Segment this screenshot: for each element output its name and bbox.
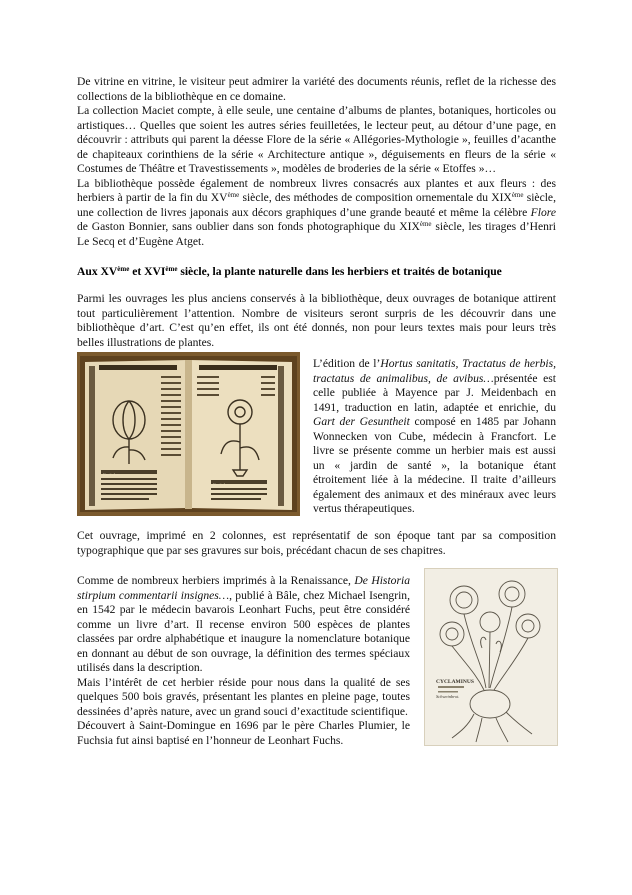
book-left-header: Cannus: [103, 371, 121, 377]
typography-paragraph: Cet ouvrage, imprimé en 2 colonnes, est représentatif de son époque tant par sa composition typographique que par ses gravures sur bois, précédant chacun de ses chapitres.: [77, 529, 556, 557]
section-intro-paragraph: Parmi les ouvrages les plus anciens conservés à la bibliothèque, deux ouvrages de botanique attirent tout particulièrement l’attention. Nombre de visiteurs seront surpris de les découvrir dans une bibliothèque d’art. C’est qu’en effet, ils ont été donnés, non pour leurs textes mais pour leurs très belles illustrations de plantes.: [77, 292, 556, 349]
plate-caption-2: Schweinbrot.: [436, 694, 460, 699]
book-caption-3: Capitulum: [213, 482, 230, 487]
hortus-sanitatis-photo: [77, 352, 300, 516]
cyclamen-plate-image: [424, 568, 558, 746]
book-right-header: De herbis: [247, 371, 271, 377]
fuchs-description: Comme de nombreux herbiers imprimés à la Renaissance, De Historia stirpium commentarii insignes…, publié à Bâle, chez Michael Isengrin, en 1542 par le médecin bavarois Leonhart Fuchs, peut être considéré comme un livre d’art. Il recense environ 500 espèces de plantes classées par ordre alphabétique et inaugure la nomenclature botanique en donnant au début de son ouvrage, la définition des termes spéciaux utilisés dans la description. Mais l’intérêt de cet herbier réside pour nous dans la qualité de ses quelques 500 bois gravés, présentant les plantes en pleine page, toutes dessinées d’après nature, avec un grand souci d’exactitude scientifique. Découvert à Saint-Domingue en 1696 par le père Charles Plumier, le Fuchsia fut ainsi baptisé en l’honneur de Leonhart Fuchs.: [77, 574, 410, 747]
section-heading: Aux XVème et XVIème siècle, la plante naturelle dans les herbiers et traités de botanique: [77, 265, 502, 278]
book-caption-1: Capitulum: [103, 472, 120, 477]
intro-paragraph-2: La collection Maciet compte, à elle seule, une centaine d’albums de plantes, botaniques, horticoles ou artistiques… Quelles que soient les autres séries feuilletées, le lecteur peut, au détour d’une page, en découvrir : attributs qui parent la déesse Flore de la série « Allégories-Mythologie », feuilles d’acanthe de chapiteaux corinthiens de la série « Architecture antique », déguisements en fleurs de la série « Costumes de Théâtre et Travestissements », modèles de broderies de la série « Etoffes »…: [77, 104, 556, 175]
plate-caption-1: CYCLAMINUS: [436, 679, 474, 685]
hortus-description: L’édition de l’Hortus sanitatis, Tractatus de herbis, tractatus de animalibus, de avibus…présentée est celle publiée à Mayence par J. Meidenbach en 1491, traduction en latin, adaptée et enrichie, du Gart der Gesuntheit composé en 1485 par Johann Wonnecken von Cube, médecin à Francfort. Le livre se présente comme un herbier mais est aussi un « jardin de santé », la botanique étant étroitement liée à la médecine. Il traite d’ailleurs également des animaux et des minéraux avec leurs vertus thérapeutiques.: [313, 357, 557, 515]
intro-block: [77, 75, 556, 249]
intro-paragraph-1: De vitrine en vitrine, le visiteur peut admirer la variété des documents réunis, reflet de la richesse des collections de la bibliothèque en ce domaine.: [77, 75, 556, 103]
intro-paragraph-3: La bibliothèque possède également de nombreux livres consacrés aux plantes et aux fleurs : des herbiers à partir de la fin du XVème siècle, des méthodes de composition ornementale du XIXème siècle, une collection de livres japonais aux décors graphiques d’une grande beauté et même la célèbre Flore de Gaston Bonnier, sans oublier dans son fonds photographique du XIXème siècle, les tirages d’Henri Le Secq et d’Eugène Atget.: [77, 176, 556, 248]
